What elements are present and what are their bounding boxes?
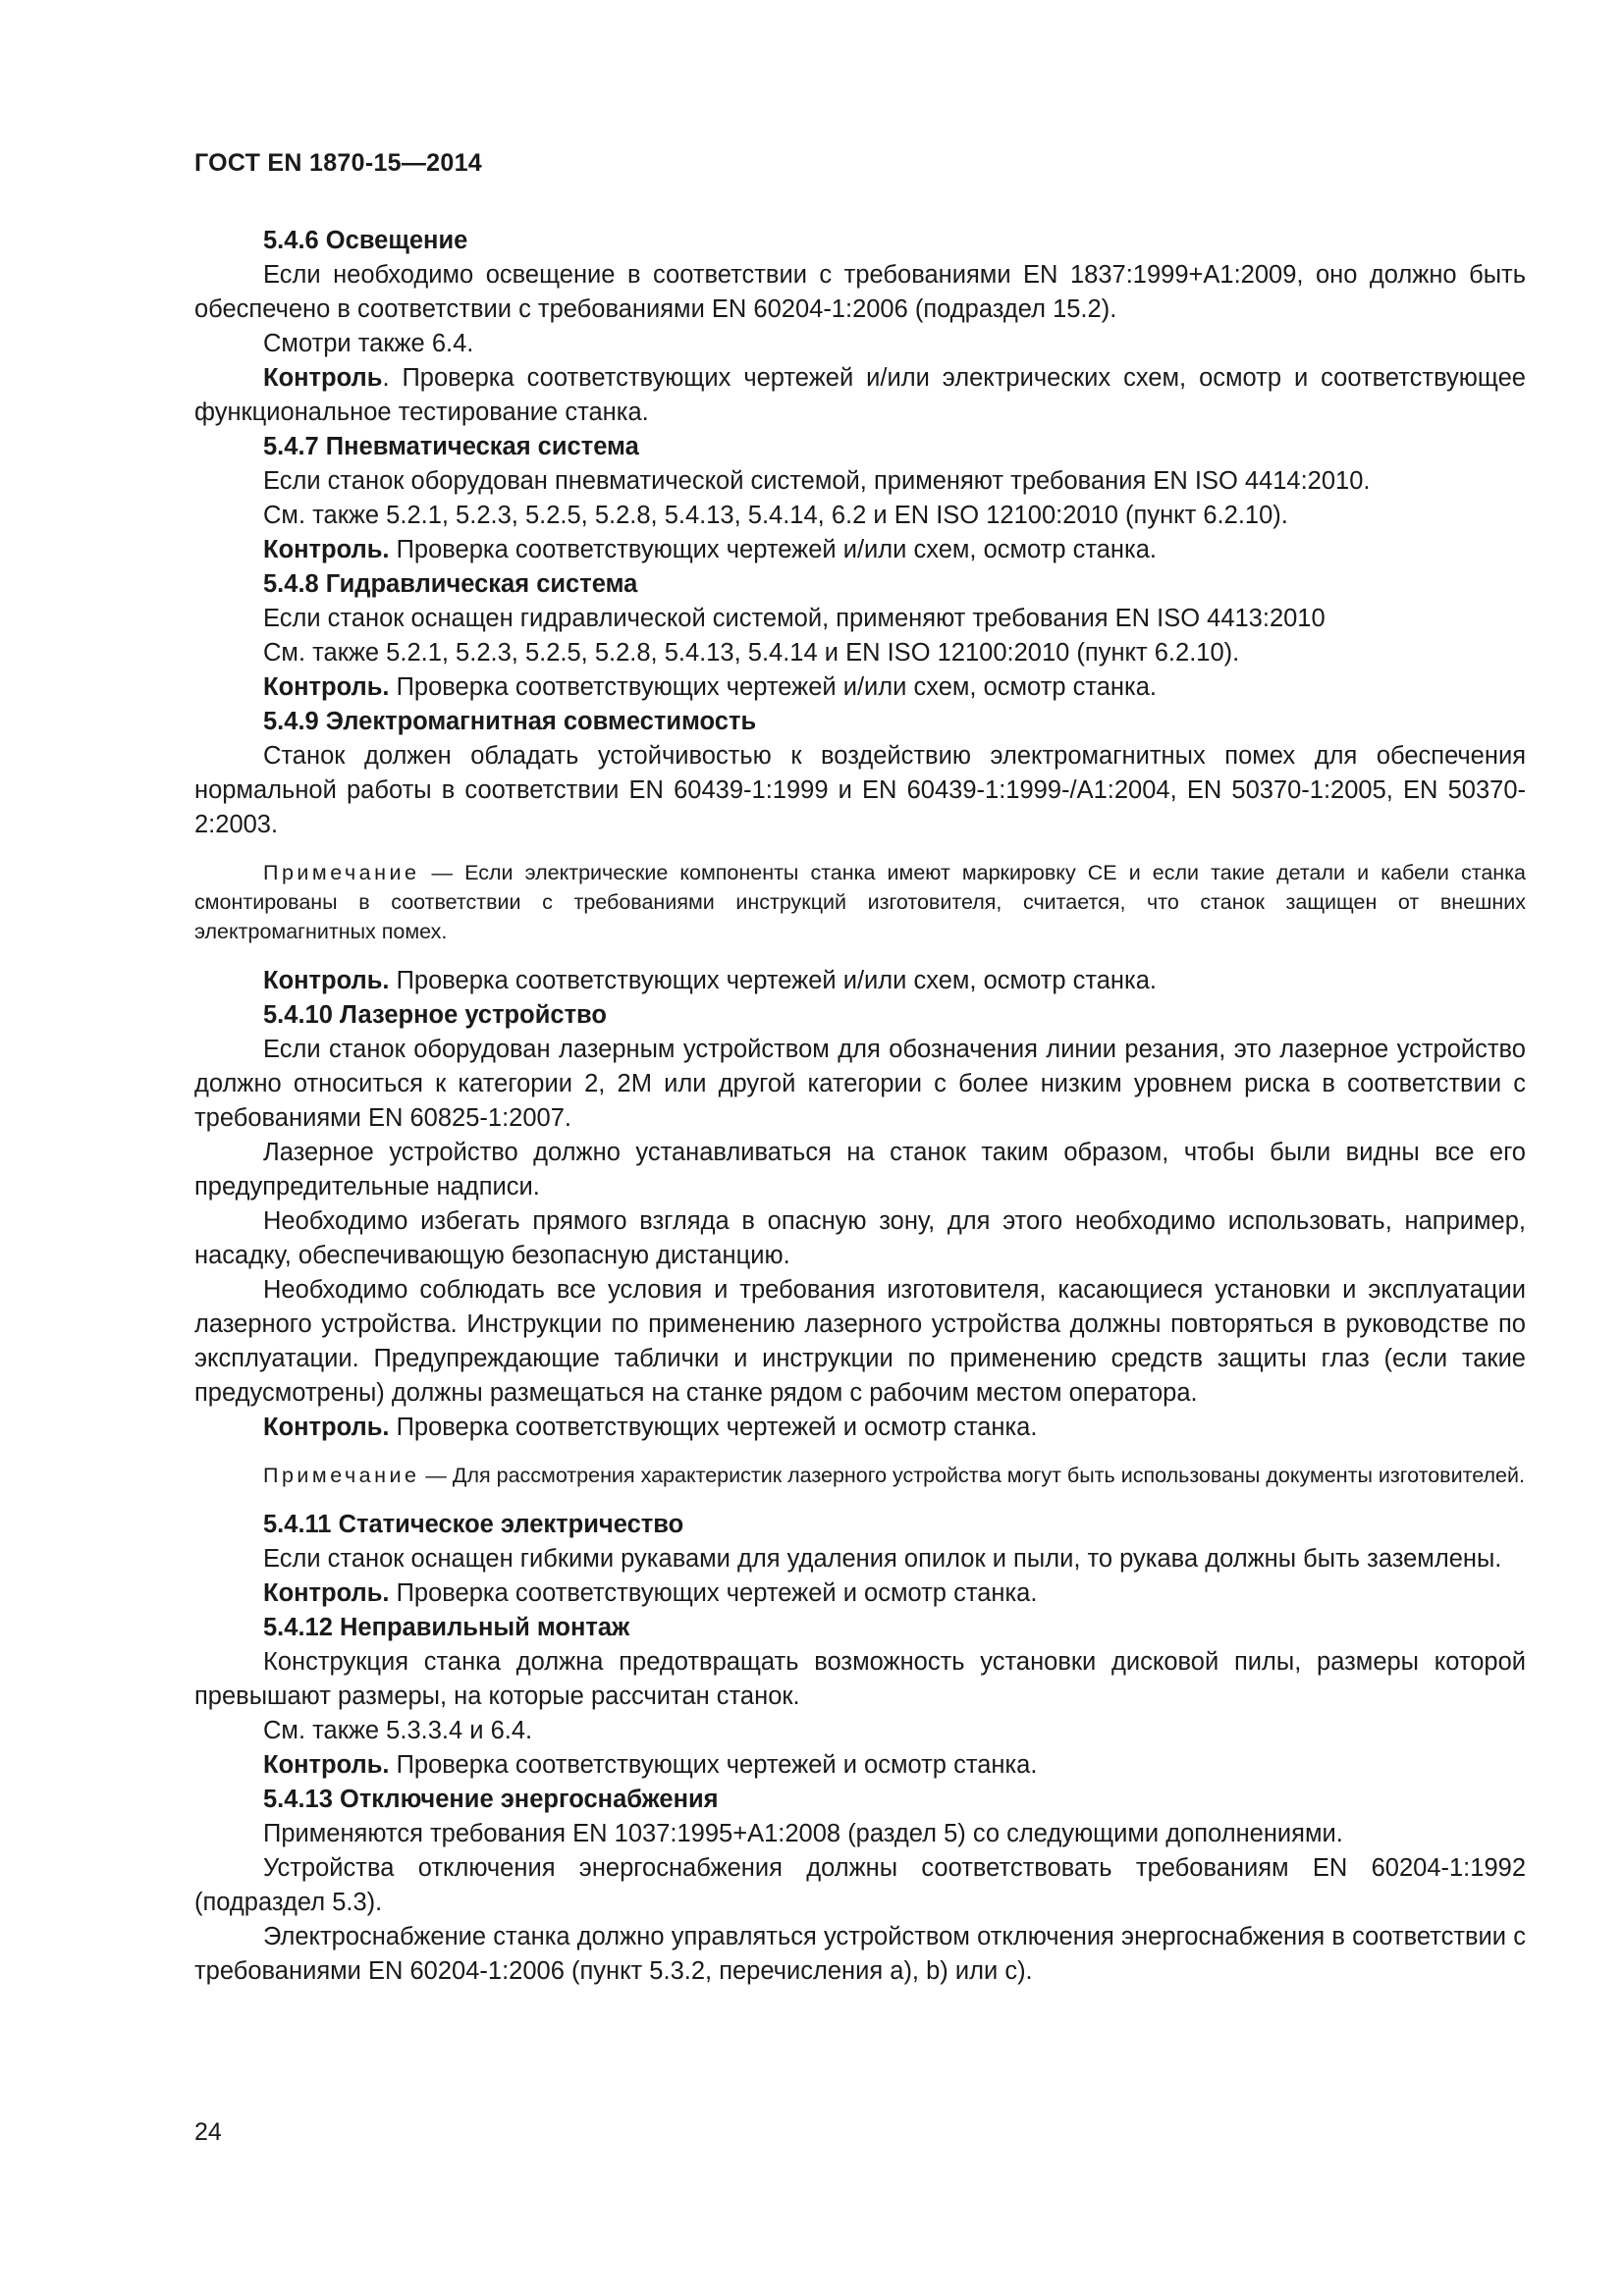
note	[194, 858, 1526, 946]
paragraph: Лазерное устройство должно устанавливаться на станок таким образом, чтобы были видны все его предупредительные надписи.	[194, 1139, 1526, 1201]
control-label: Контроль	[263, 364, 383, 392]
section-title-5-4-12: 5.4.12 Неправильный монтаж	[263, 1614, 630, 1641]
control-text: Проверка соответствующих чертежей и осмотр станка.	[389, 1414, 1038, 1441]
control-text: Проверка соответствующих чертежей и/или схем, осмотр станка.	[389, 967, 1158, 994]
section-title-5-4-10: 5.4.10 Лазерное устройство	[263, 1001, 607, 1029]
paragraph: Конструкция станка должна предотвращать возможность установки дисковой пилы, размеры которой превышают размеры, на которые рассчитан станок.	[194, 1648, 1526, 1710]
standard-header: ГОСТ EN 1870-15—2014	[194, 149, 482, 177]
page-number: 24	[194, 2118, 222, 2146]
note-label: Примечание	[263, 1464, 420, 1487]
control-text: Проверка соответствующих чертежей и/или схем, осмотр станка.	[389, 536, 1158, 563]
paragraph: Необходимо избегать прямого взгляда в опасную зону, для этого необходимо использовать, например, насадку, обеспечивающую безопасную дистанцию.	[194, 1207, 1526, 1269]
control-text: Проверка соответствующих чертежей и/или схем, осмотр станка.	[389, 673, 1158, 701]
paragraph: Если станок оснащен гибкими рукавами для удаления опилок и пыли, то рукава должны быть заземлены.	[263, 1545, 1502, 1573]
section-title-5-4-8: 5.4.8 Гидравлическая система	[263, 570, 638, 598]
paragraph: Применяются требования EN 1037:1995+А1:2008 (раздел 5) со следующими дополнениями.	[263, 1820, 1343, 1847]
note	[194, 1461, 1526, 1490]
note-text: — Если электрические компоненты станка имеют маркировку СЕ и если такие детали и кабели станка смонтированы в соответствии с требованиями инструкций изготовителя, считается, что станок защищен от внешних электромагнитных помех.	[194, 861, 1526, 943]
section-title-5-4-6: 5.4.6 Освещение	[263, 227, 468, 254]
control-text: Проверка соответствующих чертежей и осмотр станка.	[389, 1751, 1038, 1779]
control-label: Контроль.	[263, 1751, 390, 1779]
paragraph: Необходимо соблюдать все условия и требования изготовителя, касающиеся установки и эксплуатации лазерного устройства. Инструкции по применению лазерного устройства должны повторяться в руководстве по эксплуатации. Предупреждающие таблички и инструкции по применению средств защиты глаз (если такие предусмотрены) должны размещаться на станке рядом с рабочим местом оператора.	[194, 1276, 1526, 1407]
control-paragraph	[194, 1748, 1526, 1783]
page-content	[194, 224, 1526, 1989]
section-title-5-4-11: 5.4.11 Статическое электричество	[263, 1511, 684, 1538]
paragraph: Если станок оснащен гидравлической системой, применяют требования EN ISO 4413:2010	[263, 605, 1326, 632]
control-paragraph	[194, 533, 1526, 567]
paragraph: См. также 5.2.1, 5.2.3, 5.2.5, 5.2.8, 5.4.13, 5.4.14, 6.2 и EN ISO 12100:2010 (пункт 6.2.10).	[263, 502, 1288, 529]
paragraph: Электроснабжение станка должно управляться устройством отключения энергоснабжения в соответствии с требованиями EN 60204-1:2006 (пункт 5.3.2, перечисления а), b) или с).	[194, 1923, 1526, 1985]
control-paragraph	[194, 964, 1526, 998]
control-paragraph	[194, 1576, 1526, 1611]
control-paragraph	[194, 361, 1526, 430]
section-title-5-4-13: 5.4.13 Отключение энергоснабжения	[263, 1786, 719, 1813]
paragraph: Если станок оборудован лазерным устройством для обозначения линии резания, это лазерное устройство должно относиться к категории 2, 2М или другой категории с более низким уровнем риска в соответствии с требованиями EN 60825-1:2007.	[194, 1036, 1526, 1132]
paragraph: Если станок оборудован пневматической системой, применяют требования EN ISO 4414:2010.	[263, 467, 1371, 495]
control-paragraph	[194, 670, 1526, 705]
paragraph: См. также 5.2.1, 5.2.3, 5.2.5, 5.2.8, 5.4.13, 5.4.14 и EN ISO 12100:2010 (пункт 6.2.10).	[263, 639, 1240, 667]
control-paragraph	[194, 1411, 1526, 1445]
paragraph: См. также 5.3.3.4 и 6.4.	[263, 1717, 533, 1744]
control-label: Контроль.	[263, 1414, 390, 1441]
control-label: Контроль.	[263, 967, 390, 994]
control-label: Контроль.	[263, 673, 390, 701]
control-text: . Проверка соответствующих чертежей и/или электрических схем, осмотр и соответствующее функциональное тестирование станка.	[194, 364, 1526, 426]
note-label: Примечание	[263, 861, 420, 884]
control-text: Проверка соответствующих чертежей и осмотр станка.	[389, 1579, 1038, 1607]
note-text: — Для рассмотрения характеристик лазерного устройства могут быть использованы документы изготовителей.	[419, 1464, 1525, 1487]
control-label: Контроль.	[263, 536, 390, 563]
paragraph: Устройства отключения энергоснабжения должны соответствовать требованиям EN 60204-1:1992 (подраздел 5.3).	[194, 1854, 1526, 1916]
section-title-5-4-7: 5.4.7 Пневматическая система	[263, 433, 639, 460]
section-title-5-4-9: 5.4.9 Электромагнитная совместимость	[263, 708, 757, 735]
paragraph: Если необходимо освещение в соответствии с требованиями EN 1837:1999+А1:2009, оно должно быть обеспечено в соответствии с требованиями EN 60204-1:2006 (подраздел 15.2).	[194, 261, 1526, 323]
paragraph: Станок должен обладать устойчивостью к воздействию электромагнитных помех для обеспечения нормальной работы в соответствии EN 60439-1:1999 и EN 60439-1:1999-/А1:2004, EN 50370-1:2005, EN 50370-2:2003.	[194, 742, 1526, 838]
control-label: Контроль.	[263, 1579, 390, 1607]
paragraph: Смотри также 6.4.	[263, 330, 474, 357]
